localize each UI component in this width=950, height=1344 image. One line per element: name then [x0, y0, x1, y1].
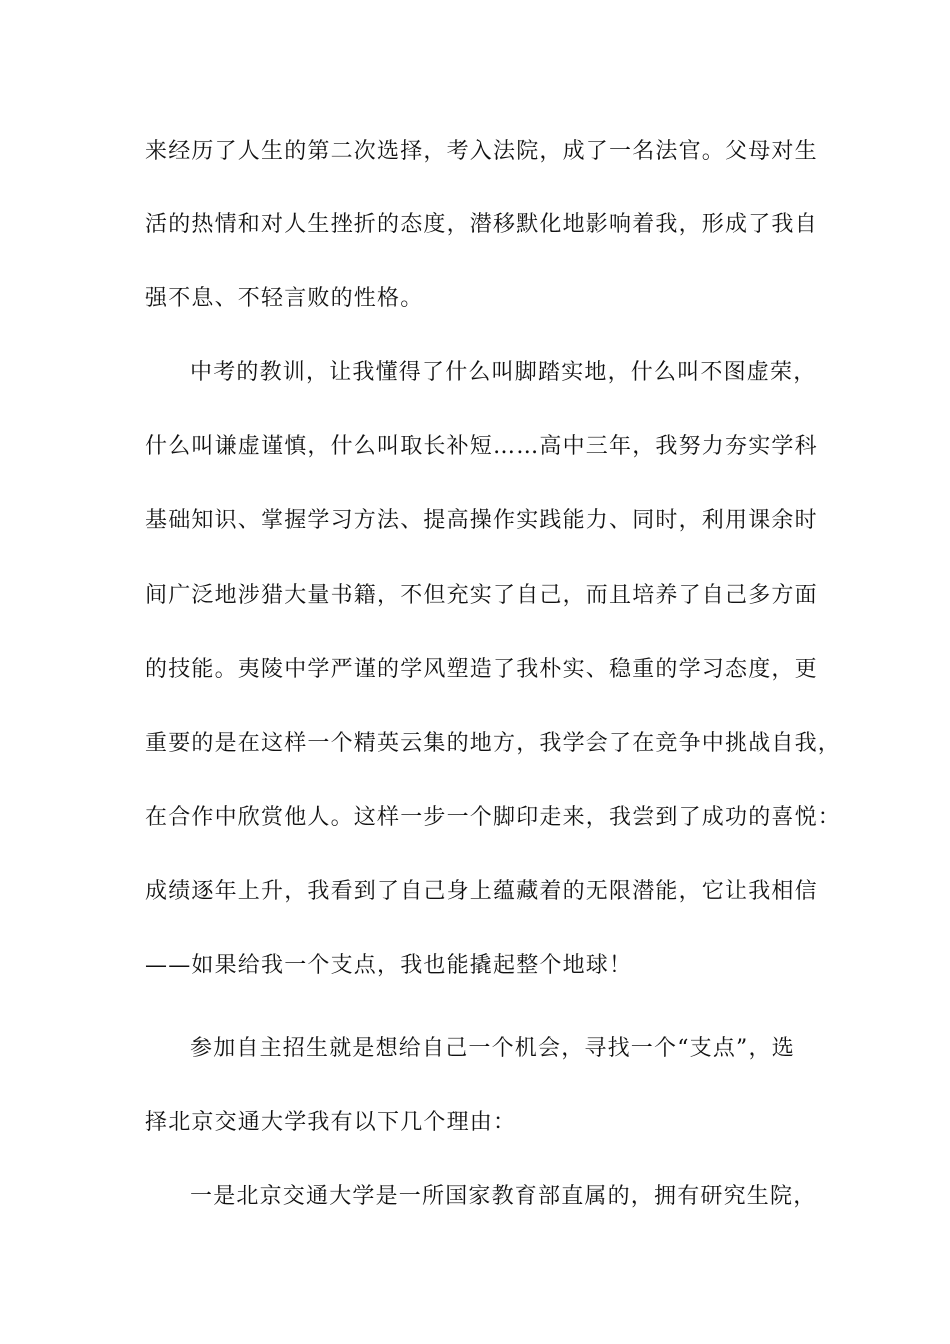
text-line: 择北京交通大学我有以下几个理由：	[145, 1110, 517, 1135]
text-line: 来经历了人生的第二次选择，考入法院，成了一名法官。父母对生	[145, 139, 818, 164]
text-line: 强不息、不轻言败的性格。	[145, 286, 424, 311]
paragraph-start-line: 中考的教训，让我懂得了什么叫脚踏实地，什么叫不图虚荣，	[190, 360, 817, 385]
text-line: 什么叫谦虚谨慎，什么叫取长补短……高中三年，我努力夯实学科	[145, 434, 818, 459]
paragraph-start-line: 一是北京交通大学是一所国家教育部直属的，拥有研究生院，	[190, 1184, 817, 1209]
text-line: 的技能。夷陵中学严谨的学风塑造了我朴实、稳重的学习态度，更	[145, 657, 818, 682]
text-line: ——如果给我一个支点，我也能撬起整个地球！	[145, 953, 633, 978]
paragraph-start-line: 参加自主招生就是想给自己一个机会，寻找一个“支点”，选	[190, 1036, 795, 1061]
text-line: 活的热情和对人生挫折的态度，潜移默化地影响着我，形成了我自	[145, 212, 818, 237]
text-line: 间广泛地涉猎大量书籍，不但充实了自己，而且培养了自己多方面	[145, 583, 818, 608]
text-line: 重要的是在这样一个精英云集的地方，我学会了在竞争中挑战自我，	[145, 731, 842, 756]
text-line: 在合作中欣赏他人。这样一步一个脚印走来，我尝到了成功的喜悦：	[145, 805, 842, 830]
text-line: 成绩逐年上升，我看到了自己身上蕴藏着的无限潜能，它让我相信	[145, 879, 818, 904]
text-line: 基础知识、掌握学习方法、提高操作实践能力、同时，利用课余时	[145, 508, 818, 533]
